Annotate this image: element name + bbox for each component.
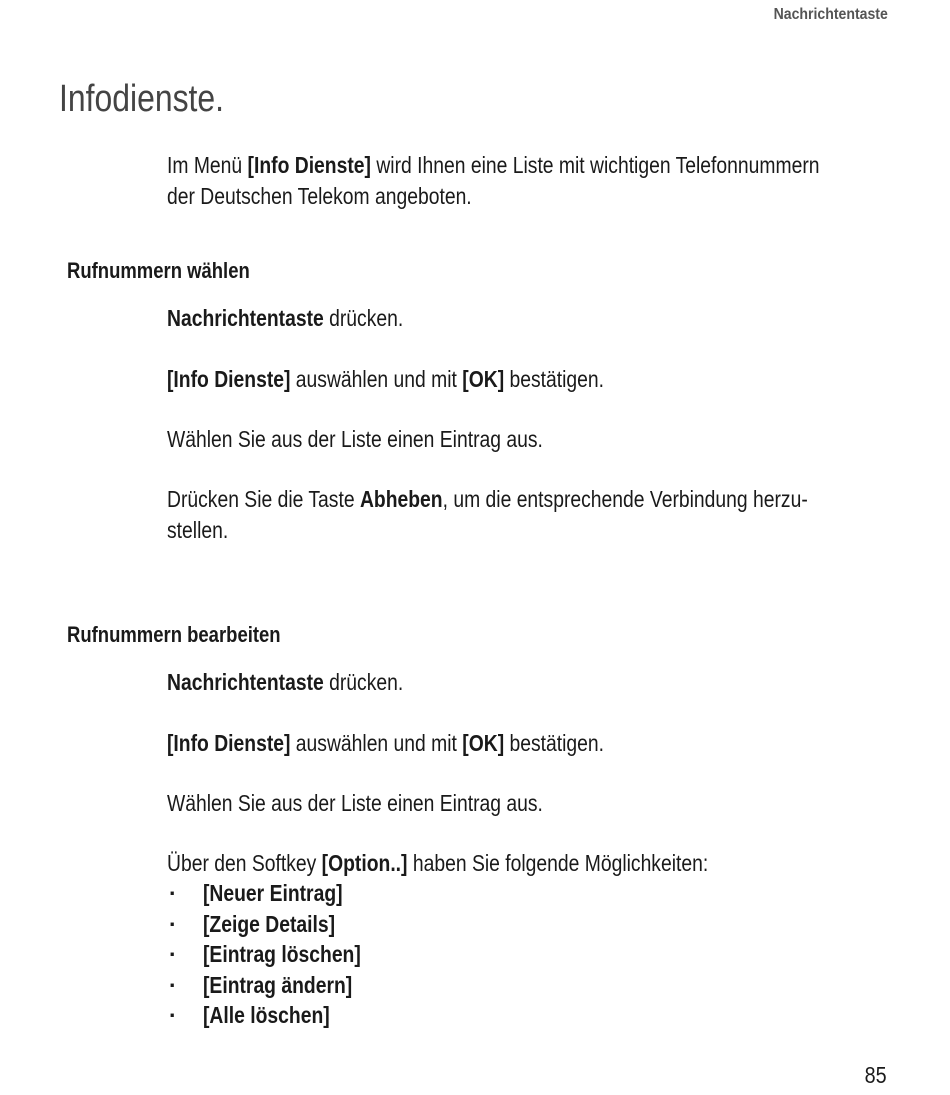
dial-step-4-post: , um die entsprechende Verbindung herzu-: [442, 486, 808, 512]
edit-step-3-text: Wählen Sie aus der Liste einen Eintrag aus.: [167, 790, 543, 816]
option-delete-all: [Alle löschen]: [203, 1002, 330, 1028]
intro-text-line2: der Deutschen Telekom angeboten.: [167, 183, 472, 209]
dial-step-3: [167, 424, 873, 455]
edit-step-2-menu: [Info Dienste]: [167, 730, 291, 756]
dial-step-2-post: bestätigen.: [504, 366, 605, 392]
dial-step-2-menu: [Info Dienste]: [167, 366, 291, 392]
edit-step-2: [167, 728, 873, 759]
edit-step-3: [167, 788, 873, 819]
dial-step-4-line2: stellen.: [167, 517, 229, 543]
intro-paragraph: [167, 150, 873, 212]
edit-step-1-text: drücken.: [323, 669, 404, 695]
option-delete-entry: [Eintrag löschen]: [203, 941, 361, 967]
dial-step-1-key: Nachrichtentaste: [167, 305, 324, 331]
edit-step-2-mid: auswählen und mit: [290, 730, 463, 756]
bullet-icon: ·: [169, 971, 177, 998]
dial-step-1: [167, 303, 873, 334]
edit-step-4-softkey: [Option..]: [321, 850, 408, 876]
edit-step-2-ok: [OK]: [462, 730, 505, 756]
running-header: Nachrichtentaste: [773, 6, 888, 23]
bullet-icon: ·: [169, 910, 177, 937]
section-heading-edit: Rufnummern bearbeiten: [67, 622, 281, 647]
dial-step-4: [167, 484, 873, 546]
section-heading-dial: Rufnummern wählen: [67, 258, 250, 283]
bullet-icon: ·: [169, 941, 177, 967]
dial-step-3-text: Wählen Sie aus der Liste einen Eintrag aus.: [167, 426, 543, 452]
dial-step-4-pre: Drücken Sie die Taste: [167, 486, 360, 512]
page-title: Infodienste.: [59, 78, 225, 120]
edit-step-1: [167, 667, 873, 698]
dial-step-2-ok: [OK]: [462, 366, 505, 392]
dial-step-1-text: drücken.: [323, 305, 404, 331]
bullet-icon: ·: [169, 1002, 177, 1028]
dial-step-2: [167, 364, 873, 395]
page-number: 85: [864, 1062, 887, 1088]
edit-step-4-post: haben Sie folgende Möglichkeiten:: [407, 850, 709, 876]
dial-step-4-key: Abheben: [359, 486, 443, 512]
option-new-entry: [Neuer Eintrag]: [203, 880, 343, 906]
option-show-details: [Zeige Details]: [203, 910, 336, 937]
option-edit-entry: [Eintrag ändern]: [203, 971, 353, 998]
edit-step-4-pre: Über den Softkey: [167, 850, 322, 876]
intro-text-pre: Im Menü: [167, 152, 248, 178]
edit-step-2-post: bestätigen.: [504, 730, 605, 756]
bullet-icon: ·: [169, 880, 177, 906]
dial-step-2-mid: auswählen und mit: [290, 366, 463, 392]
edit-step-1-key: Nachrichtentaste: [167, 669, 324, 695]
edit-step-4: [167, 848, 873, 879]
intro-text-post: wird Ihnen eine Liste mit wichtigen Telefonnummern: [370, 152, 820, 178]
intro-menu-name: [Info Dienste]: [247, 152, 371, 178]
